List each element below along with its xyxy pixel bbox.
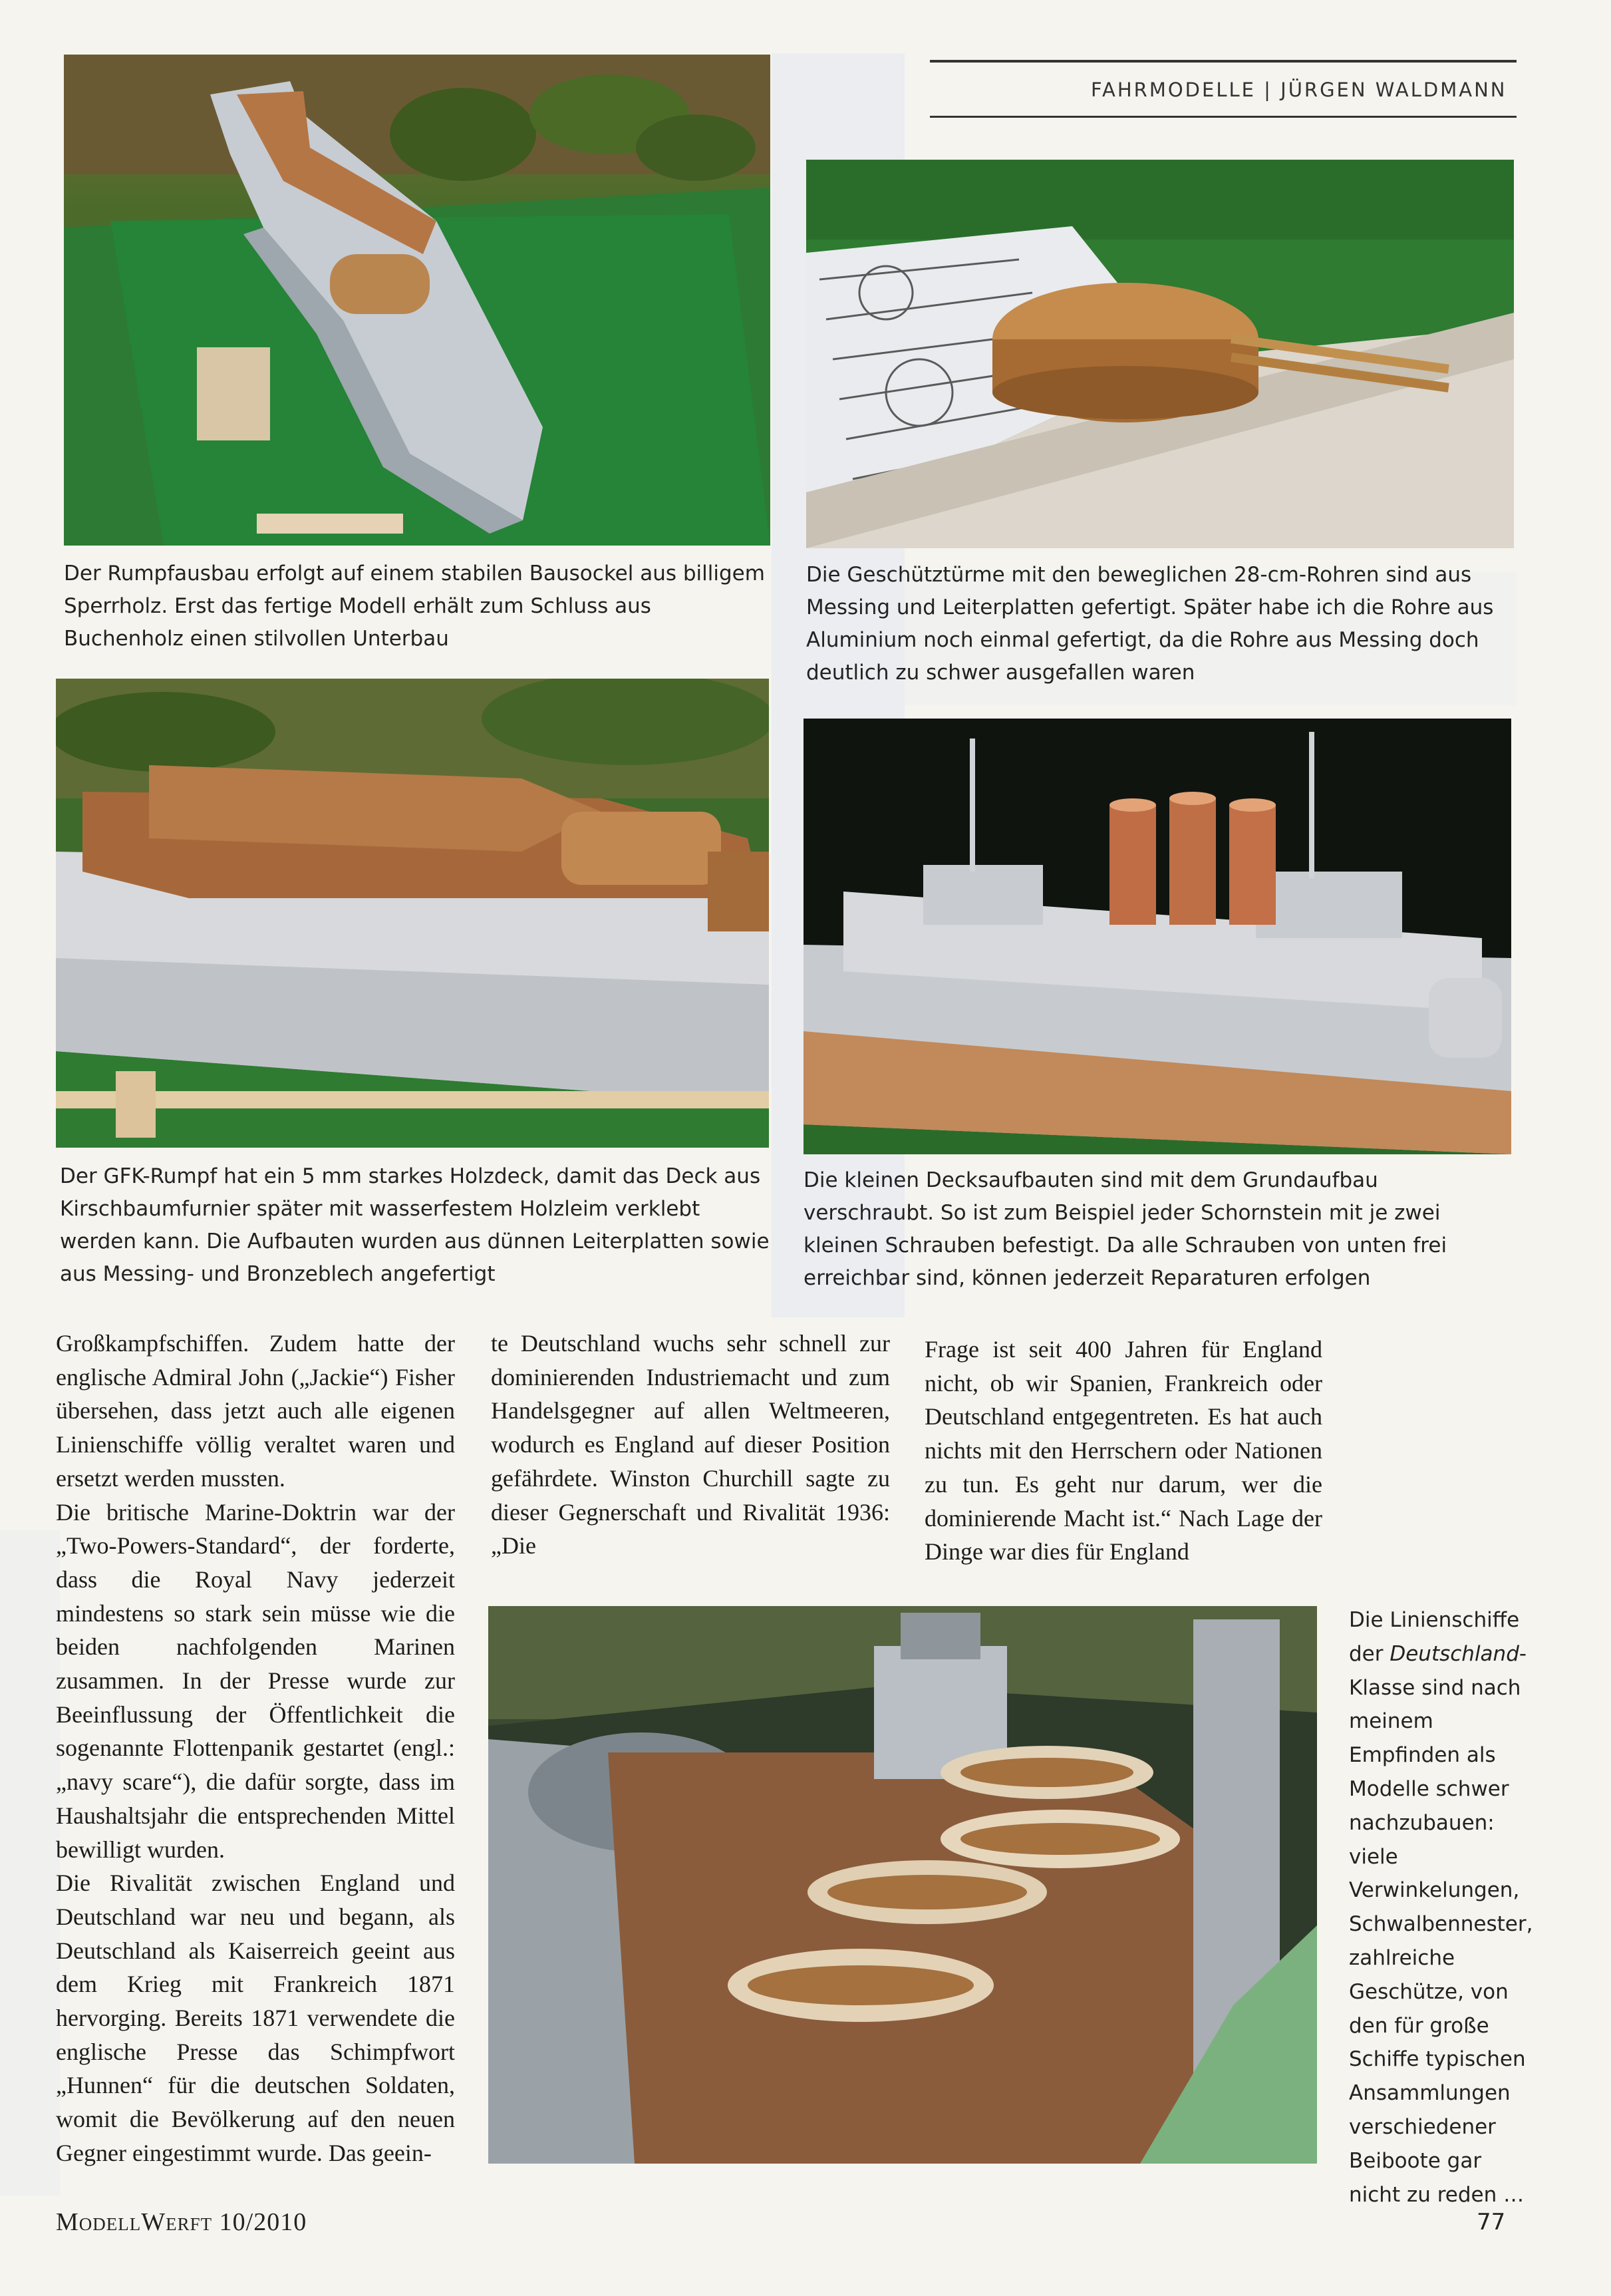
header-rule-bottom xyxy=(930,116,1517,118)
turret-photo-icon xyxy=(806,160,1514,548)
body-column-1 xyxy=(56,1327,455,2170)
side-caption-class-name: Deutschland xyxy=(1390,1641,1519,1666)
superstructure-photo-icon xyxy=(56,679,769,1148)
running-header: FAHRMODELLE | JÜRGEN WALDMANN xyxy=(1091,79,1507,101)
body-paragraph: Die Rivalität zwischen England und Deutschland war neu und begann, als Deutschland als Kaiserreich geeint aus dem Krieg mit Frankreich 1871 hervorging. Bereits 1871 verwendete die englische Presse das Schimpfwort „Hunnen“ für die deutschen Soldaten, womit die Bevölkerung auf den neuen Gegner eingestimmt wurde. Das geein- xyxy=(56,1870,455,2166)
caption-turret: Die Geschütztürme mit den beweglichen 28-cm-Rohren sind aus Messing und Leiterplatten gefertigt. Später habe ich die Rohre aus Aluminium noch einmal gefertigt, da die Rohre aus Messing doch deutlich zu schwer ausgefallen waren xyxy=(806,563,1494,685)
body-paragraph: te Deutschland wuchs sehr schnell zur dominierenden Industriemacht und zum Handelsgegner auf allen Weltmeeren, wodurch es England auf dieser Position gefährdete. Winston Churchill sagte zu dieser Gegnerschaft und Rivalität 1936: „Die xyxy=(491,1330,890,1559)
caption-lifeboats xyxy=(1349,1603,1538,2212)
page-number: 77 xyxy=(1477,2209,1506,2235)
footer-magazine-brand xyxy=(56,2208,307,2237)
side-caption-suffix: -Klasse sind nach meinem Empfinden als Modelle schwer nachzubauen: viele Verwinkelungen, Schwalbennester, zahlreiche Geschütze, von den für große Schiffe typischen Ansammlungen verschiedener Beiboote gar nicht zu reden … xyxy=(1349,1641,1533,2207)
show-through-block xyxy=(0,1530,60,2196)
hull-photo-icon xyxy=(64,55,770,546)
body-paragraph: Großkampfschiffen. Zudem hatte der englische Admiral John („Jackie“) Fisher übersehen, dass jetzt auch alle eigenen Linienschiffe völlig veraltet waren und ersetzt werden mussten. xyxy=(56,1330,455,1492)
side-caption-prefix: Die Linienschiffe der xyxy=(1349,1608,1520,1666)
body-column-2 xyxy=(491,1327,890,1563)
magazine-name: ModellWerft xyxy=(56,2208,213,2236)
body-paragraph: Frage ist seit 400 Jahren für England nicht, ob wir Spanien, Frankreich oder Deutschland entgegentreten. Es hat auch nichts mit den Herrschern oder Nationen zu tun. Es geht nur darum, wer die dominierende Macht ist.“ Nach Lage der Dinge war dies für England xyxy=(925,1336,1322,1565)
header-rule-top xyxy=(930,60,1517,63)
caption-superstructure: Der GFK-Rumpf hat ein 5 mm starkes Holzdeck, damit das Deck aus Kirschbaumfurnier später mit wasserfestem Holzleim verklebt werden kann. Die Aufbauten wurden aus dünnen Leiterplatten sowie aus Messing- und Bronzeblech angefertigt xyxy=(60,1164,770,1286)
funnels-photo-icon xyxy=(804,719,1511,1154)
caption-hull: Der Rumpfausbau erfolgt auf einem stabilen Bausockel aus billigem Sperrholz. Erst das fertige Modell erhält zum Schluss aus Buchenholz einen stilvollen Unterbau xyxy=(64,562,765,651)
body-column-3 xyxy=(925,1333,1322,1569)
issue-number: 10/2010 xyxy=(219,2208,307,2236)
body-paragraph: Die britische Marine-Doktrin war der „Two-Powers-Standard“, der forderte, dass die Royal Navy jederzeit mindestens so stark sein müsse wie die beiden nachfolgenden Marinen zusammen. In der Presse wurde zur Beeinflussung der Öffentlichkeit die sogenannte Flottenpanik gestartet (engl.: „navy scare“), die dafür sorgte, dass im Haushaltsjahr die entsprechenden Mittel bewilligt wurden. xyxy=(56,1498,455,1863)
caption-funnels: Die kleinen Decksaufbauten sind mit dem Grundaufbau verschraubt. So ist zum Beispiel jeder Schornstein mit je zwei kleinen Schrauben befestigt. Da alle Schrauben von unten frei erreichbar sind, können jederzeit Reparaturen erfolgen xyxy=(804,1168,1447,1290)
lifeboats-photo-icon xyxy=(488,1606,1317,2164)
